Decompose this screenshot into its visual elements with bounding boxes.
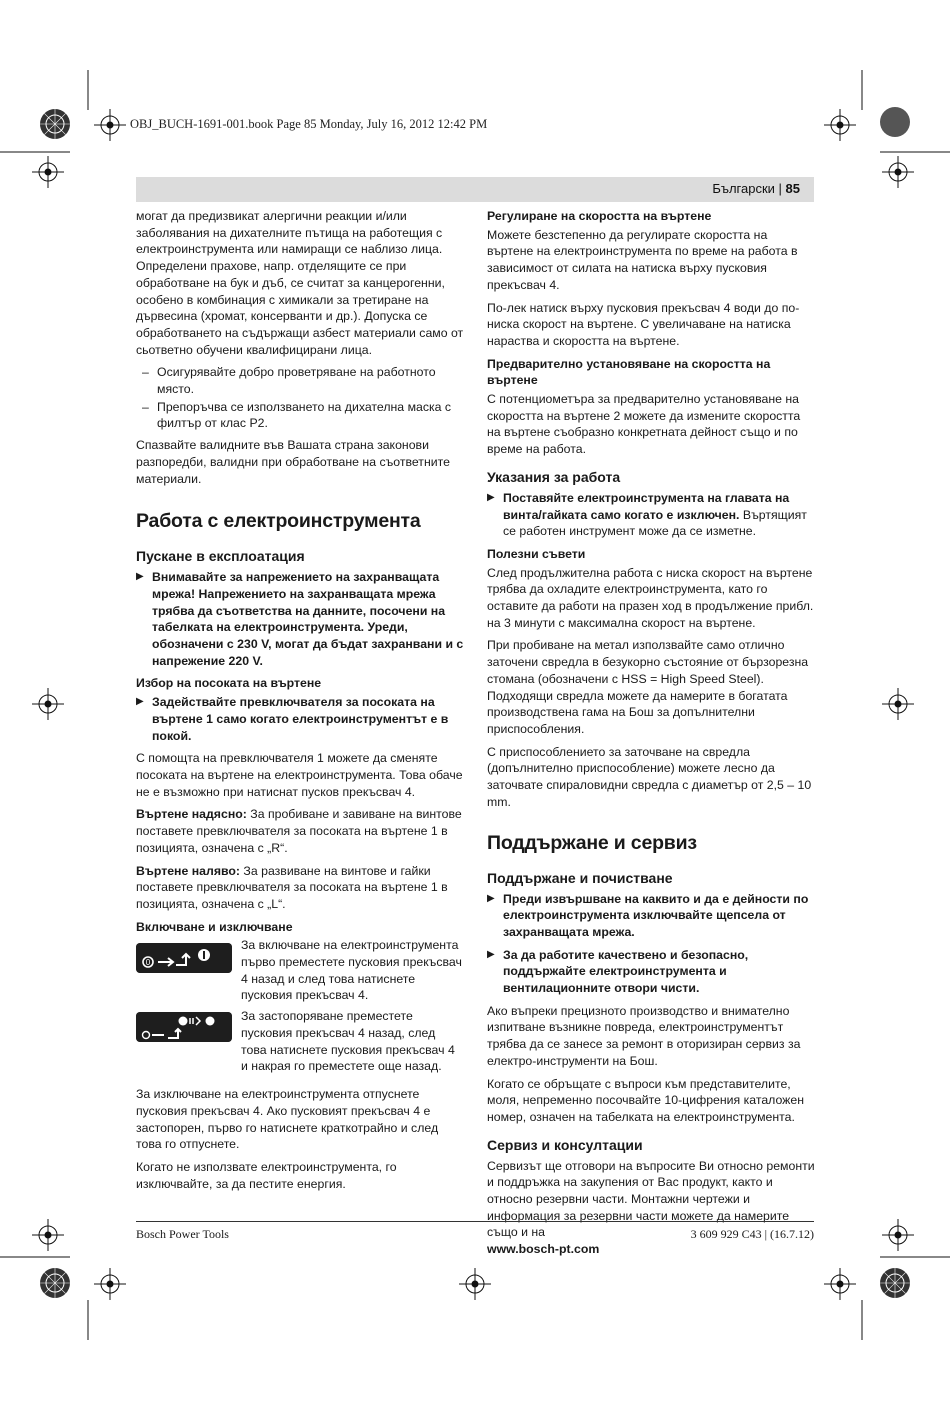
header-language: Български (712, 181, 775, 196)
intro-paragraph: могат да предизвикат алергични реакции и/или заболявания на дихателните пътища на работещия с електроинструмента или намиращи се наблизо лица. Определени прахове, напр. отделящите се при обработване на бук и дъб, се считат за канцерогенни, особено в комбинация с химикали за третиране на дървесина (хромат, консерванти и др.). Допуска се обработването на съдържащи азбест материали само от сьответно обучени квалифицирани лица. (136, 209, 464, 357)
switch-on-text: За включване на електроинструмента първо преместете пусковия прекъсвач 4 назад и след това натиснете пусковия прекъсвач 4. (241, 938, 462, 1003)
tips-paragraph-3: С приспособлението за заточване на свредла (допълнително приспособление) можете лесно да заточвате спираловидни свредла с диаметър от 2,5 – 10 mm. (487, 744, 812, 809)
crop-mark (824, 1268, 856, 1300)
direction-paragraph: С помощта на превключвателя 1 можете да сменяте посоката на въртене на електроинструмента. Това обаче не е възможно при натиснат пусков прекъсвач 4. (136, 751, 463, 799)
arrow-icon: ▶ (487, 892, 495, 904)
list-item: – Препоръчва се използването на дихателна маска с филтър от клас P2. (142, 399, 452, 431)
list-item: – Осигурявайте добро проветряване на работното място. (142, 365, 436, 397)
left-rotation-paragraph: Въртене наляво: За развиване на винтове и гайки поставете превключвателя за посоката на въртене 1 в позицията, означена с „L“. (136, 863, 448, 911)
switch-lock-text: За застопоряване преместете пусковия прекъсвач 4 назад, след това натиснете пусковия прекъсвач 4 и накрая го преместете още назад. (241, 1009, 455, 1074)
crop-mark (32, 156, 64, 188)
warning-bullet: ▶ Преди извършване на каквито и да е дейности по електроинструмента изключвайте щепсела от захранващата мрежа. (487, 891, 809, 939)
crop-mark (32, 1219, 64, 1251)
section-title-work: Работа с електроинструмента (136, 510, 421, 533)
regulations-paragraph: Спазвайте валидните във Вашата страна законови разпоредби, валидни при обработване на съответните материали. (136, 438, 450, 486)
header-label: Български | 85 (712, 181, 800, 196)
crop-mark (94, 1268, 126, 1300)
print-info: OBJ_BUCH-1691-001.book Page 85 Monday, July 16, 2012 12:42 PM (130, 117, 488, 131)
switch-lock-row (136, 1008, 464, 1082)
subsection-title-cleaning: Поддържане и почистване (487, 869, 673, 886)
page-header (136, 177, 814, 202)
heading-preset: Предварително установяване на скоростта на въртене (487, 356, 771, 388)
subsection-title-startup: Пускане в експлоатация (136, 548, 305, 565)
crop-mark (882, 156, 914, 188)
color-target (880, 1268, 910, 1298)
footer-divider (136, 1221, 814, 1222)
speed-paragraph-2: По-лек натиск върху пусковия прекъсвач 4 води до по-ниска скорост на въртене. С увеличаване на натиска нараства и скоростта на въртене. (487, 300, 800, 348)
crop-mark (882, 688, 914, 720)
svg-text:0: 0 (145, 958, 151, 968)
warning-bullet: ▶ Задействайте превключвателя за посоката на въртене 1 само когато електроинструментът е в покой. (136, 695, 449, 743)
right-rotation-paragraph: Въртене надясно: За пробиване и завиване на винтове поставете превключвателя за посоката на въртене 1 в позицията, означена с „R“. (136, 807, 462, 855)
right-column (487, 208, 817, 1264)
page-number: 85 (785, 181, 800, 196)
gray-target (880, 107, 910, 137)
heading-tips: Полезни съвети (487, 546, 586, 561)
crop-mark (32, 688, 64, 720)
footer-doc-number: 3 609 929 C43 | (16.7.12) (690, 1227, 814, 1241)
preset-paragraph: С потенциометъра за предварително установяване на скоростта на въртене 2 можете да измените скоростта на въртене съобразно конкретната дейност също и по време на работа. (487, 392, 801, 457)
switch-on-row (136, 937, 464, 1004)
energy-paragraph: Когато не използвате електроинструмента, го изключвайте, за да пестите енергия. (136, 1159, 397, 1191)
color-target (40, 1268, 70, 1298)
arrow-icon: ▶ (487, 491, 495, 503)
heading-direction: Избор на посоката на въртене (136, 676, 322, 691)
arrow-icon: ▶ (136, 696, 144, 708)
warning-bullet: ▶ Поставяйте електроинструмента на главата на винта/гайката само когато е изключен. Въртящият се работен инструмент може да се изметне. (487, 490, 807, 539)
subsection-title-service: Сервиз и консултации (487, 1136, 643, 1153)
heading-speed: Регулиране на скоростта на въртене (487, 209, 712, 223)
subsection-title-hints: Указания за работа (487, 468, 621, 485)
crop-mark (824, 109, 856, 141)
switch-lock-icon (136, 1012, 232, 1042)
crop-mark (882, 1219, 914, 1251)
warning-bullet: ▶ Внимавайте за напрежението на захранващата мрежа! Напрежението на захранващата мрежа трябва да съответства на данните, посочени на табелката на електроинструмента. Уреди, обозначени с 230 V, могат да бъдат захранвани и с напрежение 220 V. (136, 570, 464, 668)
crop-mark (459, 1268, 491, 1300)
clean-paragraph-2: Когато се обръщате с въпроси към представителите, моля, непременно посочвайте 10-цифрения каталожен номер, означен на табелката на електроинструмента. (487, 1076, 805, 1124)
switch-on-icon (136, 943, 232, 973)
footer-brand: Bosch Power Tools (136, 1227, 229, 1241)
crop-mark (94, 109, 126, 141)
warning-bullet: ▶ За да работите качествено и безопасно, поддържайте електроинструмента и вентилационните отвори чисти. (487, 947, 749, 996)
service-paragraph: Сервизът ще отговори на въпросите Ви относно ремонти и поддръжка на закупения от Вас продукт, както и относно резервни части. Монтажни чертежи и информация за резервни части можете да намерите също и на www.bosch-pt.com (487, 1158, 815, 1257)
section-title-maintenance: Поддържане и сервиз (487, 831, 697, 854)
color-target (40, 109, 70, 139)
tips-paragraph-1: След продължителна работа с ниска скорост на въртене трябва да охладите електроинструмента, като го оставите да работи на празен ход в продължение прибл. на 3 минути с максимална скорост на въртене. (487, 565, 814, 630)
left-column (136, 208, 464, 1198)
arrow-icon: ▶ (136, 571, 144, 583)
speed-paragraph-1: Можете безстепенно да регулирате скоростта на въртене на електроинструмента по време на работа в зависимост от силата на натиска върху пусковия прекъсвач 4. (487, 227, 798, 292)
heading-onoff: Включване и изключване (136, 919, 293, 934)
switch-off-paragraph: За изключване на електроинструмента отпуснете пусковия прекъсвач 4. Ако пусковият прекъсвач 4 е застопорен, първо го натиснете краткотрайно и след това го отпуснете. (136, 1087, 439, 1152)
arrow-icon: ▶ (487, 948, 495, 960)
tips-paragraph-2: При пробиване на метал използвайте само отлично заточени свредла в безукорно състояние от бързорезна стомана (обозначени с HSS = High Speed Steel). Подходящи свредла можете да намерите в богатата производствена гама на Бош за допълнителни приспособления. (487, 638, 809, 736)
service-url[interactable]: www.bosch-pt.com (487, 1242, 600, 1257)
clean-paragraph-1: Ако въпреки прецизното производство и внимателно изпитване възникне повреда, електроинструментът трябва да се занесе за ремонт в оторизиран сервиз за електро-инструменти на Бош. (487, 1003, 801, 1068)
